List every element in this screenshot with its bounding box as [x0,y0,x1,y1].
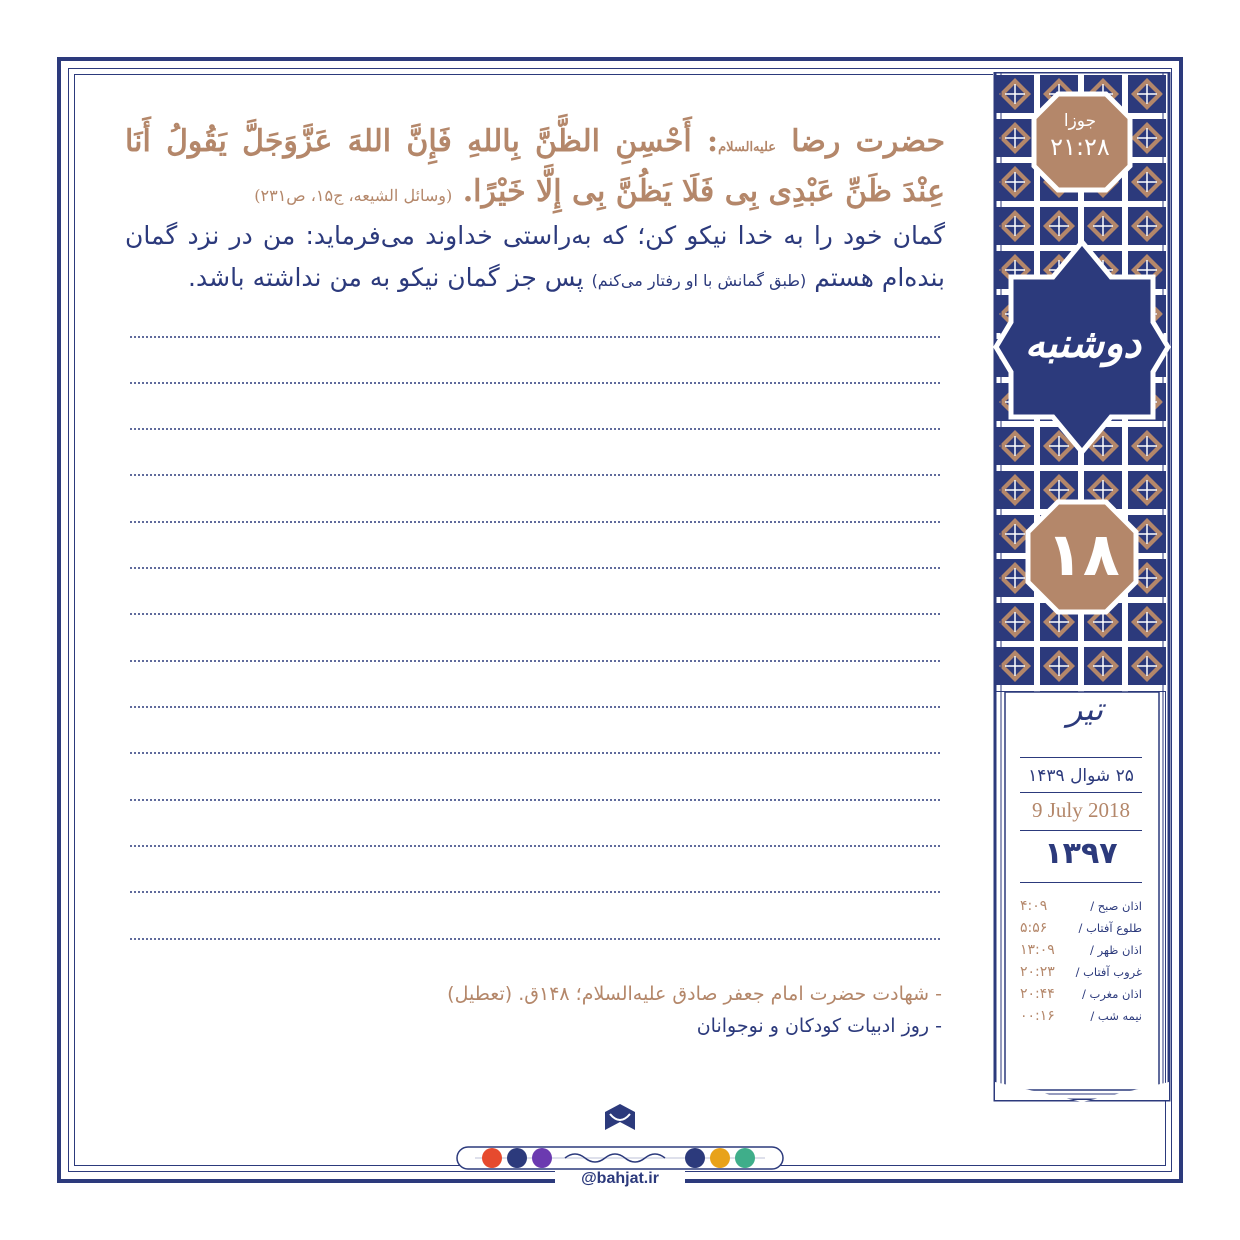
day-number: ۱۸ [1046,520,1120,590]
divider [1020,882,1142,883]
social-icon-6 [735,1148,755,1168]
prayer-name: اذان مغرب / [1081,987,1142,1001]
day-name: دوشنبه [1024,320,1142,367]
note-line [130,521,940,523]
hadith-arabic: أَحْسِنِ الظَّنَّ بِاللهِ فَإِنَّ اللهَ عَزَّوَجَلَّ یَقُولُ أَنَا عِنْدَ ظَنِّ عَبْدِی بِی فَلَا یَظُنَّ بِی إِلَّا خَیْرًا. [125,124,945,209]
zodiac-time: ۲۱:۲۸ [1050,133,1110,161]
note-line [130,938,940,940]
prayer-row [1020,939,1142,961]
hijri-date: ۲۵ شوال ۱۴۳۹ [1028,766,1134,786]
translation-note: (طبق گمانش با او رفتار می‌کنم) [591,271,807,290]
prayer-time: ۲۰:۴۴ [1020,986,1055,1002]
footer-handle[interactable]: @bahjat.ir [555,1170,685,1188]
divider [1020,830,1142,831]
prayer-time: ۰۰:۱۶ [1020,1008,1055,1024]
gregorian-date: 9 July 2018 [1031,798,1130,822]
event-holiday: - شهادت حضرت امام جعفر صادق علیه‌السلام؛ ۱۴۸ق. (تعطیل) [447,983,942,1005]
event-occasion: - روز ادبیات کودکان و نوجوانان [696,1015,942,1037]
social-icon-2 [507,1148,527,1168]
prayer-times [1020,895,1142,1027]
translation-part1: گمان خود را به خدا نیکو کن؛ که به‌راستی خداوند می‌فرماید: من در نزد گمان بنده‌ام هستم [125,221,945,292]
year: ۱۳۹۷ [1044,836,1118,871]
prayer-row [1020,961,1142,983]
month-name: تیر [1066,690,1104,728]
hadith-text: حضرت رضا علیه‌السلام: أَحْسِنِ الظَّنَّ بِاللهِ فَإِنَّ اللهَ عَزَّوَجَلَّ یَقُولُ أَنَا عِنْدَ ظَنِّ عَبْدِی بِی فَلَا یَظُنَّ بِی إِلَّا خَیْرًا. (وسائل الشیعه، ج۱۵، ص۲۳۱) [125,124,945,209]
prayer-name: طلوع آفتاب / [1078,921,1142,935]
social-icon-3 [532,1148,552,1168]
prayer-name: نیمه شب / [1090,1009,1142,1023]
note-line [130,660,940,662]
note-line [130,752,940,754]
note-line [130,799,940,801]
translation-text [125,215,945,302]
zodiac-badge [1040,108,1120,160]
note-line [130,336,940,338]
divider [1020,792,1142,793]
note-line [130,382,940,384]
prayer-time: ۱۳:۰۹ [1020,942,1055,958]
logo-icon [605,1104,635,1130]
prayer-row [1020,1005,1142,1027]
hadith-honorific: علیه‌السلام [718,140,777,155]
social-icon-1 [482,1148,502,1168]
note-line [130,706,940,708]
translation-part2: پس جز گمان نیکو به من نداشته باشد. [188,263,584,292]
prayer-time: ۲۰:۲۳ [1020,964,1055,980]
zodiac-name: جوزا [1063,111,1097,131]
prayer-name: اذان صبح / [1090,899,1142,913]
note-line [130,474,940,476]
prayer-name: اذان ظهر / [1090,943,1142,957]
note-line [130,891,940,893]
prayer-row [1020,895,1142,917]
prayer-row [1020,917,1142,939]
divider [1020,757,1142,758]
prayer-time: ۴:۰۹ [1020,898,1048,914]
prayer-name: غروب آفتاب / [1075,965,1142,979]
note-line [130,567,940,569]
social-icon-5 [710,1148,730,1168]
note-line [130,428,940,430]
prayer-row [1020,983,1142,1005]
social-icon-4 [685,1148,705,1168]
footer-bar [455,1100,785,1180]
prayer-time: ۵:۵۶ [1020,920,1048,936]
note-line [130,845,940,847]
hadith-speaker: حضرت رضا [791,124,945,159]
hadith-source: (وسائل الشیعه، ج۱۵، ص۲۳۱) [254,186,453,205]
note-line [130,613,940,615]
